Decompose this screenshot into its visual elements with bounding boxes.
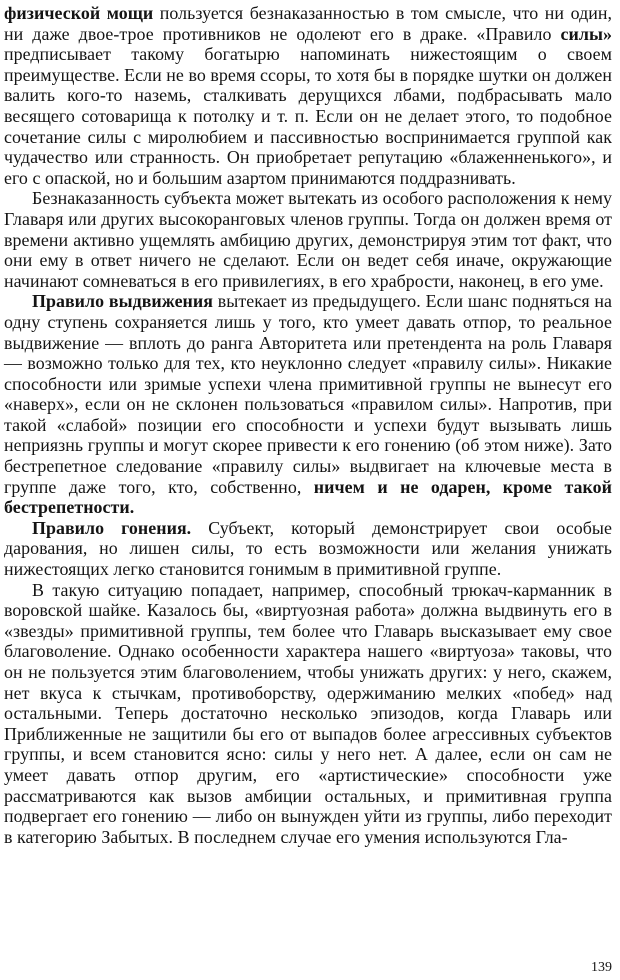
paragraph-rule-promotion xyxy=(4,291,612,518)
text-segment: Безнаказанность субъекта может вытекать из особого расположения к нему Главаря или других высокоранговых членов группы. Тогда он должен время от времени активно ущемлять амбицию других, демонстрируя этим тот факт, что они ему в ответ ничего не сделают. Если он ведет себя иначе, окружающие начинают сомневаться в его привилегиях, в его храбрости, наконец, в его уме. xyxy=(4,188,612,291)
text-segment: предписывает такому богатырю напоминать нижестоящим о своем преимуществе. Если не во время ссоры, то хотя бы в порядке шутки он должен валить кого-то наземь, сталкивать дерущихся лбами, подбрасывать мало весящего сотоварища к потолку и т. п. Если он не делает этого, то подобное сочетание силы с миролюбием и пассивностью воспринимается группой как чудачество или странность. Он приобретает репутацию «блаженненького», и его с опаской, но и большим азартом принимаются поддразнивать. xyxy=(4,44,612,188)
paragraph-example xyxy=(4,580,612,848)
bold-text-segment: силы» xyxy=(560,23,612,44)
body-text xyxy=(4,3,612,847)
bold-text-segment: Правило выдвижения xyxy=(32,291,214,312)
paragraph-impunity xyxy=(4,188,612,291)
paragraph-rule-persecution xyxy=(4,518,612,580)
bold-text-segment: физической мощи xyxy=(4,3,154,23)
text-segment: вытекает из предыдущего. Если шанс подняться на одну ступень сохраняется лишь у того, кто умеет давать отпор, то реальное выдвижение — вплоть до ранга Авторитета или претендента на роль Главаря — возможно только для тех, кто неуклонно следует «правилу силы». Никакие способности или зримые успехи члена примитивной группы не вынесут его «наверх», если он не склонен пользоваться «правилом силы». Напротив, при такой «слабой» позиции его способности и успехи будут вызывать лишь неприязнь группы и могут скорее привести к его гонению (об этом ниже). Зато бестрепетное следование «правилу силы» выдвигает на ключевые места в группе даже того, кто, собственно, xyxy=(4,291,613,497)
bold-text-segment: ничем и не одарен, кроме такой бестрепетности. xyxy=(4,476,612,518)
text-segment: Субъект, который демонстрирует свои особые дарования, но лишен силы, то есть возможности или желания унижать нижестоящих легко становится гонимым в примитивной группе. xyxy=(4,517,612,580)
page-number: 139 xyxy=(591,960,612,975)
paragraph-continuation xyxy=(4,3,612,188)
text-segment: В такую ситуацию попадает, например, способный трюкач-карманник в воровской шайке. Казалось бы, «виртуозная работа» должна выдвинуть его в «звезды» примитивной группы, тем более что Главарь высказывает ему свое благоволение. Однако особенности характера нашего «виртуоза» таковы, что он не пользуется этим благоволением, чтобы унижать других: у него, скажем, нет вкуса к стычкам, противоборству, одержиманию мелких «побед» над остальными. Теперь достаточно несколько эпизодов, когда Главарь или Приближенные не защитили бы его от выпадов более агрессивных субъектов группы, и всем становится ясно: силы у него нет. А далее, если он сам не умеет давать отпор другим, его «артистические» способности уже рассматриваются как вызов амбиции остальных, и примитивная группа подвергает его гонению — либо он вынужден уйти из группы, либо переходит в категорию Забытых. В последнем случае его умения используются Гла- xyxy=(4,579,612,847)
bold-text-segment: Правило гонения. xyxy=(32,517,192,538)
text-segment: пользуется безнаказанностью в том смысле, что ни один, ни даже двое-трое противников не одолеют его в драке. «Правило xyxy=(4,3,612,44)
